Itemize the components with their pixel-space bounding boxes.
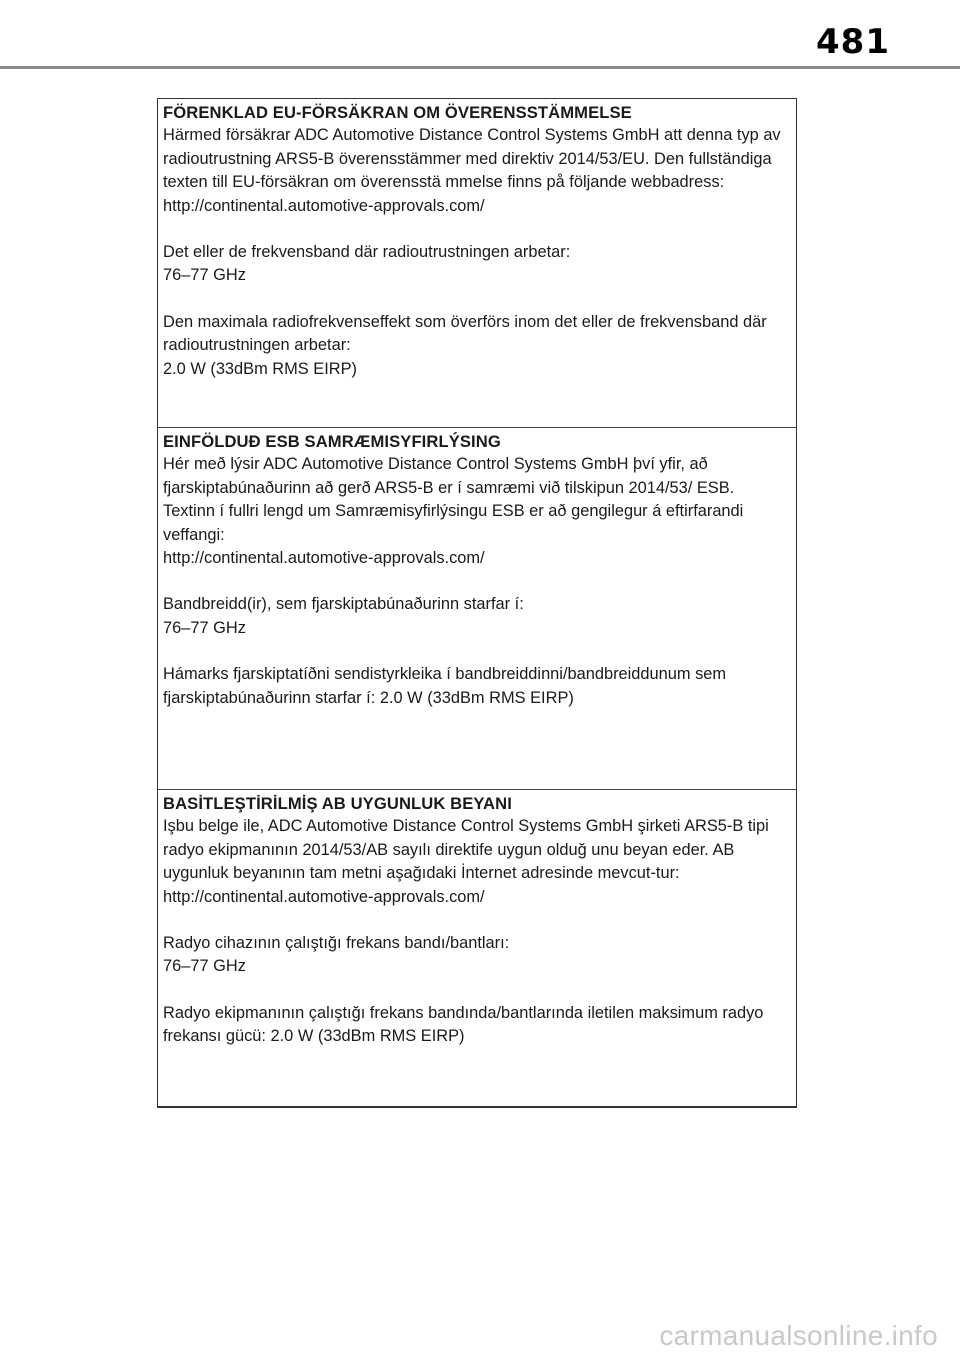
declaration-text: Işbu belge ile, ADC Automotive Distance Control Systems GmbH şirketi ARS5-B tipi radyo ekipmanının 2014/53/AB sayılı direktife uygun olduğ unu beyan eder. AB uygunluk beyanının tam metni aşağıdaki İnternet adresinde mevcut-tur:: [163, 817, 769, 883]
power-value: 2.0 W (33dBm RMS EIRP): [163, 359, 357, 378]
approvals-url: http://continental.automotive-approvals.com/: [163, 549, 485, 568]
approvals-url: http://continental.automotive-approvals.com/: [163, 196, 485, 215]
section-heading: EINFÖLDUÐ ESB SAMRÆMISYFIRLÝSING: [163, 432, 501, 451]
spacer: [163, 218, 790, 241]
spacer: [163, 909, 790, 932]
declaration-table: [157, 98, 797, 1107]
declaration-section-icelandic: [158, 428, 796, 790]
declaration-text: Härmed försäkrar ADC Automotive Distance Control Systems GmbH att denna typ av radioutrustning ARS5-B överensstämmer med direktiv 2014/53/EU. Den fullständiga texten till EU-försäkran om överensstä mmelse finns på följande webbadress:: [163, 126, 781, 192]
site-watermark: carmanualsonline.info: [659, 1320, 938, 1351]
header-rule: [0, 66, 960, 69]
section-heading: BASİTLEŞTİRİLMİŞ AB UYGUNLUK BEYANI: [163, 794, 512, 813]
section-heading: FÖRENKLAD EU-FÖRSÄKRAN OM ÖVERENSSTÄMMELSE: [163, 103, 632, 122]
power-text: Radyo ekipmanının çalıştığı frekans bandında/bantlarında iletilen maksimum radyo frekansı gücü: 2.0 W (33dBm RMS EIRP): [163, 1003, 764, 1046]
frequency-value: 76–77 GHz: [163, 618, 246, 637]
spacer: [163, 570, 790, 593]
spacer: [163, 288, 790, 311]
frequency-label: Radyo cihazının çalıştığı frekans bandı/bantları:: [163, 934, 510, 953]
frequency-value: 76–77 GHz: [163, 266, 246, 285]
declaration-text: Hér með lýsir ADC Automotive Distance Control Systems GmbH því yfir, að fjarskiptabúnaðurinn að gerð ARS5-B er í samræmi við tilskipun 2014/53/ ESB. Textinn í fullri lengd um Samræmisyfirlýsingu ESB er að gengilegur á eftirfarandi veffangi:: [163, 455, 744, 544]
power-text: Hámarks fjarskiptatíðni sendistyrkleika í bandbreiddinni/bandbreiddunum sem fjarskiptabúnaðurinn starfar í: 2.0 W (33dBm RMS EIRP): [163, 665, 727, 707]
frequency-value: 76–77 GHz: [163, 957, 246, 976]
page-number: 481: [816, 22, 890, 62]
table-bottom-rule: [157, 1106, 797, 1108]
power-label: Den maximala radiofrekvenseffekt som överförs inom det eller de frekvensband där radioutrustningen arbetar:: [163, 312, 767, 355]
frequency-label: Bandbreidd(ir), sem fjarskiptabúnaðurinn starfar í:: [163, 595, 524, 614]
declaration-section-turkish: [158, 790, 796, 1107]
approvals-url: http://continental.automotive-approvals.com/: [163, 887, 485, 906]
declaration-section-swedish: [158, 99, 796, 428]
spacer: [163, 979, 790, 1002]
frequency-label: Det eller de frekvensband där radioutrustningen arbetar:: [163, 243, 571, 262]
spacer: [163, 640, 790, 663]
